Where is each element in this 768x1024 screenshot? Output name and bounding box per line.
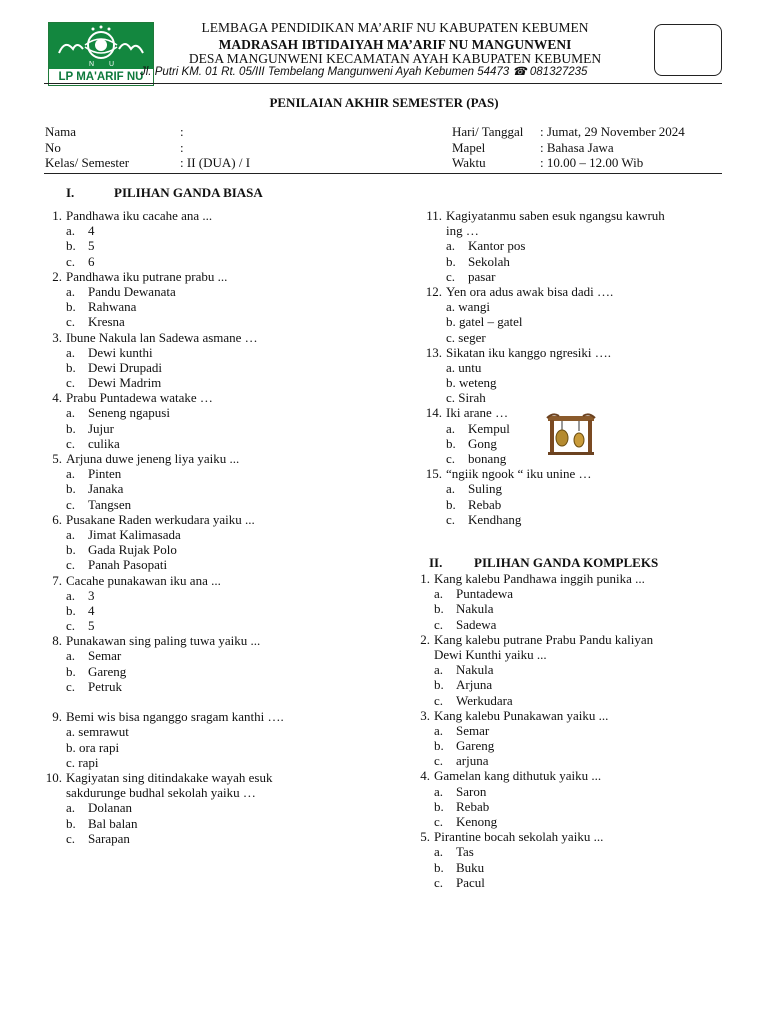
school-name: MADRASAH IBTIDAIYAH MA’ARIF NU MANGUNWENI	[218, 37, 572, 52]
option-text: Petruk	[88, 678, 122, 694]
option-text: 4	[88, 223, 95, 239]
question-text: Iki arane …	[446, 405, 509, 421]
question-number: 3.	[420, 707, 430, 723]
question-line	[40, 785, 400, 800]
mc-question	[420, 466, 740, 527]
option-letter: c.	[446, 268, 456, 284]
answer-option	[420, 512, 740, 527]
info-no-label: No	[45, 140, 61, 155]
option-text: c. rapi	[66, 754, 99, 770]
question-number: 9.	[52, 709, 62, 725]
option-text: b. ora rapi	[66, 739, 120, 755]
option-text: b. weteng	[446, 375, 497, 391]
option-text: Semar	[456, 722, 490, 738]
option-letter: c.	[66, 314, 76, 330]
answer-option	[40, 679, 400, 694]
question-line	[420, 284, 740, 299]
option-letter: a.	[66, 800, 76, 816]
answer-option	[40, 603, 400, 618]
option-text: Arjuna	[456, 677, 493, 693]
option-text: Sekolah	[468, 253, 510, 269]
answer-option	[420, 269, 740, 284]
question-number: 1.	[420, 571, 430, 586]
answer-option	[408, 753, 738, 768]
gong-icon	[545, 410, 597, 456]
question-line	[40, 269, 400, 284]
option-text: Seneng ngapusi	[88, 405, 170, 421]
option-letter: c.	[434, 814, 444, 829]
question-number: 13.	[425, 344, 442, 360]
option-text: Sarapan	[88, 830, 130, 846]
option-text: Saron	[456, 783, 487, 799]
info-subject-value: : Bahasa Jawa	[540, 140, 614, 155]
answer-option	[420, 330, 740, 345]
option-text: 4	[88, 602, 95, 618]
question-text: Kagiyatanmu saben esuk ngangsu kawruh	[446, 208, 665, 223]
section1-number: I.	[66, 185, 75, 200]
option-text: Jujur	[88, 420, 114, 436]
question-line	[40, 451, 400, 466]
option-letter: b.	[66, 299, 76, 315]
answer-option	[408, 617, 738, 632]
option-letter: a.	[446, 420, 456, 436]
question-text: Cacahe punakawan iku ana ...	[66, 572, 221, 588]
question-number: 5.	[52, 451, 62, 466]
answer-option	[408, 799, 738, 814]
answer-option	[40, 800, 400, 815]
option-text: bonang	[468, 451, 507, 466]
option-letter: b.	[66, 359, 76, 375]
option-letter: c.	[66, 435, 76, 451]
option-text: a. wangi	[446, 299, 491, 315]
option-text: Pandu Dewanata	[88, 283, 176, 299]
option-text: Pacul	[456, 874, 485, 890]
question-number: 4.	[52, 390, 62, 406]
option-text: Bal balan	[88, 815, 138, 831]
question-line	[40, 512, 400, 527]
option-text: Rebab	[468, 496, 502, 512]
option-letter: c.	[446, 511, 456, 527]
question-text: Gamelan kang dithutuk yaiku ...	[434, 768, 602, 784]
questions-left-column	[40, 208, 400, 846]
school-address: Jl. Putri KM. 01 Rt. 05/III Tembelang Mangunweni Ayah Kebumen 54473 ☎ 081327235	[140, 66, 588, 78]
option-text: Kenong	[456, 814, 498, 829]
info-date-label: Hari/ Tanggal	[452, 124, 524, 139]
mc-question	[40, 208, 400, 269]
question-number: 4.	[420, 768, 430, 784]
question-line	[420, 208, 740, 223]
option-letter: a.	[434, 783, 444, 799]
question-text: Pandhawa iku cacahe ana ...	[66, 208, 213, 223]
option-letter: a.	[434, 586, 444, 602]
question-line	[40, 208, 400, 223]
info-name-label: Nama	[45, 124, 77, 139]
answer-option	[40, 405, 400, 420]
mc-question	[40, 269, 400, 330]
option-letter: c.	[434, 616, 444, 632]
question-line	[408, 571, 738, 586]
question-text: Pirantine bocah sekolah yaiku ...	[434, 829, 604, 845]
complex-question	[408, 632, 738, 708]
option-letter: a.	[66, 587, 76, 603]
option-letter: b.	[66, 420, 76, 436]
answer-option	[420, 360, 740, 375]
option-text: c. seger	[446, 329, 486, 345]
answer-option	[40, 724, 400, 739]
option-letter: b.	[446, 435, 456, 451]
option-text: b. gatel – gatel	[446, 314, 523, 330]
option-letter: a.	[434, 722, 444, 738]
option-letter: c.	[66, 830, 76, 846]
option-letter: a.	[446, 481, 456, 497]
section2-title: PILIHAN GANDA KOMPLEKS	[474, 555, 659, 570]
answer-option	[408, 693, 738, 708]
question-number: 11.	[426, 208, 442, 223]
option-letter: c.	[66, 678, 76, 694]
option-letter: a.	[434, 844, 444, 860]
option-text: Rahwana	[88, 299, 137, 315]
answer-option	[40, 238, 400, 253]
answer-option	[40, 436, 400, 451]
mc-question	[40, 512, 400, 573]
logo-emblem	[49, 23, 153, 69]
answer-option	[40, 481, 400, 496]
answer-option	[420, 390, 740, 405]
answer-option	[40, 588, 400, 603]
question-number: 2.	[420, 631, 430, 647]
answer-option	[408, 601, 738, 616]
option-text: 3	[88, 587, 95, 603]
answer-option	[40, 755, 400, 770]
spacer	[40, 694, 400, 709]
question-text: sakdurunge budhal sekolah yaiku …	[66, 785, 256, 801]
info-name-value: :	[180, 124, 184, 139]
mc-question	[40, 573, 400, 634]
question-line	[40, 709, 400, 724]
answer-option	[40, 375, 400, 390]
answer-option	[420, 497, 740, 512]
question-text: Ibune Nakula lan Sadewa asmane …	[66, 329, 258, 345]
question-line	[408, 647, 738, 662]
option-text: Gareng	[88, 663, 127, 679]
question-line	[420, 466, 740, 481]
option-text: pasar	[468, 268, 496, 284]
option-letter: c.	[434, 874, 444, 890]
option-text: arjuna	[456, 753, 489, 769]
option-text: Sadewa	[456, 616, 497, 632]
question-text: Pusakane Raden werkudara yaiku ...	[66, 511, 255, 527]
answer-option	[40, 421, 400, 436]
option-letter: c.	[66, 618, 76, 634]
option-letter: b.	[66, 481, 76, 497]
info-class-label: Kelas/ Semester	[45, 155, 130, 170]
info-time-value: : 10.00 – 12.00 Wib	[540, 155, 644, 170]
option-letter: a.	[66, 223, 76, 239]
info-no-value: :	[180, 140, 184, 155]
question-line	[408, 708, 738, 723]
option-text: 6	[88, 253, 95, 269]
question-number: 8.	[52, 633, 62, 649]
complex-question	[408, 708, 738, 769]
answer-option	[408, 860, 738, 875]
question-text: Arjuna duwe jeneng liya yaiku ...	[66, 451, 240, 466]
answer-option	[40, 466, 400, 481]
question-number: 2.	[52, 268, 62, 284]
question-text: Kagiyatan sing ditindakake wayah esuk	[66, 769, 273, 785]
answer-option	[40, 542, 400, 557]
answer-option	[420, 254, 740, 269]
info-subject-label: Mapel	[452, 140, 486, 155]
option-text: Gong	[468, 435, 497, 451]
option-text: Nakula	[456, 662, 494, 678]
answer-option	[40, 816, 400, 831]
question-number: 15.	[425, 466, 442, 482]
option-text: Kempul	[468, 420, 510, 436]
answer-option	[40, 345, 400, 360]
option-text: 5	[88, 238, 95, 254]
option-text: Buku	[456, 859, 485, 875]
option-letter: b.	[434, 601, 444, 617]
question-text: Pandhawa iku putrane prabu ...	[66, 268, 228, 284]
question-text: Dewi Kunthi yaiku ...	[434, 646, 547, 662]
question-number: 14.	[425, 405, 442, 421]
question-text: Kang kalebu putrane Prabu Pandu kaliyan	[434, 631, 654, 647]
mc-question	[40, 709, 400, 770]
option-text: Jimat Kalimasada	[88, 526, 181, 542]
mc-question	[420, 284, 740, 345]
option-letter: a.	[66, 344, 76, 360]
info-date-value: : Jumat, 29 November 2024	[540, 124, 685, 139]
question-number: 3.	[52, 329, 62, 345]
option-letter: a.	[446, 238, 456, 254]
option-text: Tangsen	[88, 496, 132, 512]
question-line	[420, 345, 740, 360]
option-text: Janaka	[88, 481, 124, 497]
page-title: PENILAIAN AKHIR SEMESTER (PAS)	[269, 95, 499, 110]
option-text: Semar	[88, 648, 122, 664]
option-letter: a.	[434, 662, 444, 678]
svg-text:N: N	[89, 61, 95, 68]
answer-option	[40, 527, 400, 542]
question-text: Bemi wis bisa nganggo sragam kanthi ….	[66, 709, 284, 725]
answer-option	[40, 254, 400, 269]
option-letter: a.	[66, 283, 76, 299]
option-letter: b.	[434, 738, 444, 754]
option-letter: b.	[434, 798, 444, 814]
question-text: Kang kalebu Pandhawa inggih punika ...	[434, 571, 645, 586]
answer-option	[408, 784, 738, 799]
option-text: a. semrawut	[66, 724, 129, 740]
question-text: “ngiik ngook “ iku unine …	[446, 466, 592, 482]
question-line	[40, 573, 400, 588]
answer-option	[408, 723, 738, 738]
option-letter: a.	[66, 405, 76, 421]
answer-option	[40, 360, 400, 375]
answer-option	[420, 299, 740, 314]
option-text: Kendhang	[468, 511, 522, 527]
option-letter: c.	[66, 496, 76, 512]
option-text: Gada Rujak Polo	[88, 542, 177, 558]
question-text: Punakawan sing paling tuwa yaiku ...	[66, 633, 261, 649]
mc-question	[40, 451, 400, 512]
question-line	[40, 633, 400, 648]
option-letter: b.	[66, 542, 76, 558]
complex-question	[408, 829, 738, 890]
option-letter: c.	[66, 557, 76, 573]
mc-question	[40, 633, 400, 709]
answer-option	[40, 648, 400, 663]
question-line	[40, 330, 400, 345]
question-number: 5.	[420, 829, 430, 845]
option-letter: c.	[66, 375, 76, 391]
question-number: 10.	[45, 769, 62, 785]
answer-option	[408, 844, 738, 859]
answer-option	[420, 314, 740, 329]
school-logo	[48, 22, 154, 86]
complex-question	[408, 571, 738, 632]
section2-number: II.	[429, 555, 443, 570]
info-time-label: Waktu	[452, 155, 486, 170]
option-letter: b.	[434, 859, 444, 875]
option-letter: a.	[66, 466, 76, 482]
question-text: Sikatan iku kanggo ngresiki ….	[446, 344, 612, 360]
option-text: Dewi Madrim	[88, 375, 162, 391]
option-letter: a.	[66, 648, 76, 664]
question-number: 6.	[52, 511, 62, 527]
question-text: Yen ora adus awak bisa dadi ….	[446, 283, 614, 299]
option-text: Kresna	[88, 314, 125, 330]
photo-box	[654, 24, 722, 76]
option-text: Kantor pos	[468, 238, 526, 254]
answer-option	[408, 662, 738, 677]
answer-option	[40, 740, 400, 755]
question-line	[408, 829, 738, 844]
answer-option	[40, 497, 400, 512]
answer-option	[40, 299, 400, 314]
option-letter: b.	[66, 238, 76, 254]
option-letter: b.	[66, 663, 76, 679]
option-text: Puntadewa	[456, 586, 514, 602]
option-letter: b.	[446, 253, 456, 269]
question-number: 12.	[425, 283, 442, 299]
logo-label: LP MA'ARIF NU	[49, 69, 153, 86]
option-text: Rebab	[456, 798, 490, 814]
mc-question	[420, 345, 740, 406]
complex-question	[408, 768, 738, 829]
option-letter: c.	[66, 253, 76, 269]
mc-question	[40, 390, 400, 451]
question-line	[40, 390, 400, 405]
option-text: Dolanan	[88, 800, 133, 816]
option-text: Dewi kunthi	[88, 344, 153, 360]
option-text: Panah Pasopati	[88, 557, 168, 573]
option-text: Nakula	[456, 601, 494, 617]
question-number: 1.	[52, 208, 62, 223]
svg-text:U: U	[109, 61, 115, 68]
option-letter: a.	[66, 526, 76, 542]
option-text: Gareng	[456, 738, 495, 754]
option-letter: c.	[434, 753, 444, 769]
option-letter: b.	[446, 496, 456, 512]
option-text: culika	[88, 435, 120, 451]
complex-questions-column	[408, 571, 738, 890]
question-line	[40, 770, 400, 785]
option-text: Suling	[468, 481, 502, 497]
option-text: Tas	[456, 844, 474, 860]
answer-option	[40, 284, 400, 299]
answer-option	[420, 375, 740, 390]
question-number: 7.	[52, 572, 62, 588]
answer-option	[408, 677, 738, 692]
answer-option	[408, 738, 738, 753]
mc-question	[420, 208, 740, 284]
question-line	[420, 223, 740, 238]
answer-option	[40, 664, 400, 679]
answer-option	[40, 557, 400, 572]
answer-option	[408, 586, 738, 601]
option-letter: c.	[434, 692, 444, 708]
answer-option	[408, 875, 738, 890]
nu-emblem-icon	[49, 23, 153, 69]
question-text: Prabu Puntadewa watake …	[66, 390, 213, 406]
option-text: Pinten	[88, 466, 122, 482]
option-text: a. untu	[446, 359, 482, 375]
answer-option	[420, 238, 740, 253]
questions-right-column	[420, 208, 740, 527]
mc-question	[40, 770, 400, 846]
answer-option	[408, 814, 738, 829]
option-text: 5	[88, 618, 95, 634]
institution-name: LEMBAGA PENDIDIKAN MA’ARIF NU KABUPATEN KEBUMEN	[201, 20, 589, 35]
answer-option	[420, 481, 740, 496]
section1-title: PILIHAN GANDA BIASA	[114, 185, 263, 200]
info-class-value: : II (DUA) / I	[180, 155, 251, 170]
option-text: c. Sirah	[446, 390, 486, 406]
question-text: Kang kalebu Punakawan yaiku ...	[434, 707, 609, 723]
mc-question	[40, 330, 400, 391]
question-line	[408, 632, 738, 647]
question-line	[408, 768, 738, 783]
answer-option	[40, 618, 400, 633]
answer-option	[40, 831, 400, 846]
question-text: ing …	[446, 223, 479, 239]
option-text: Werkudara	[456, 692, 513, 708]
answer-option	[40, 223, 400, 238]
gong-illustration	[545, 410, 597, 456]
option-letter: b.	[434, 677, 444, 693]
info-divider	[44, 173, 722, 174]
school-district: DESA MANGUNWENI KECAMATAN AYAH KABUPATEN KEBUMEN	[188, 51, 602, 66]
option-letter: c.	[446, 451, 456, 466]
answer-option	[40, 314, 400, 329]
option-letter: b.	[66, 602, 76, 618]
option-letter: b.	[66, 815, 76, 831]
header-divider	[44, 83, 722, 84]
option-text: Dewi Drupadi	[88, 359, 163, 375]
